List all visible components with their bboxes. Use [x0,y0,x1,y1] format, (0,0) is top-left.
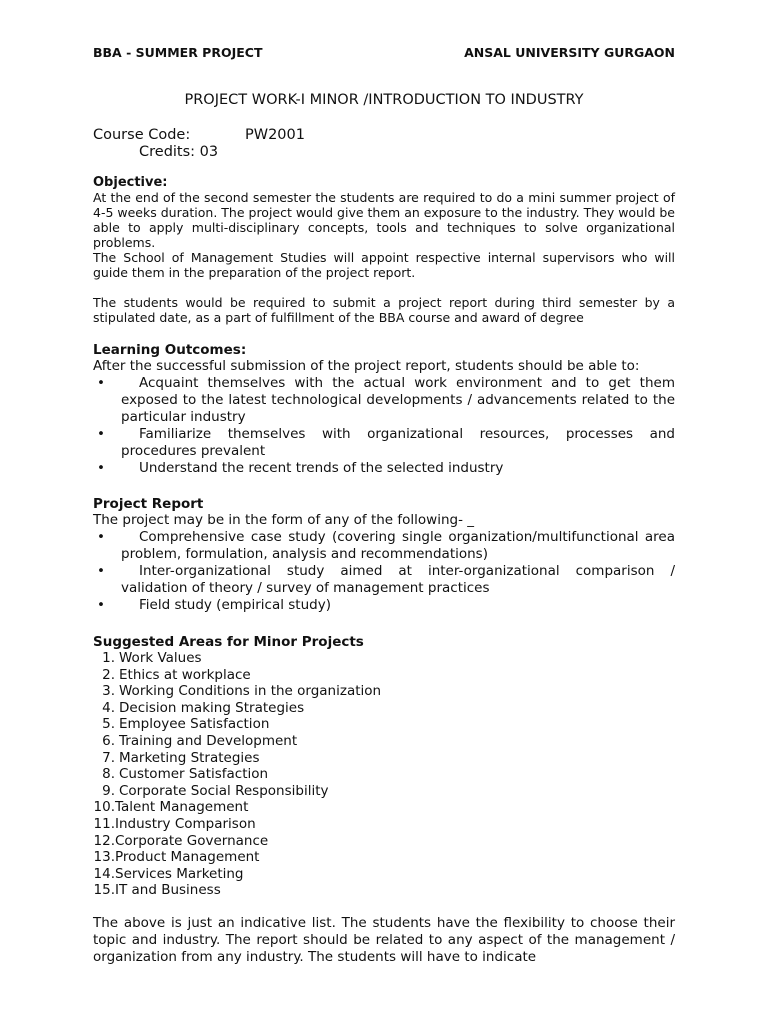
list-item: 3. Working Conditions in the organization [102,683,382,700]
closing-section [93,915,675,966]
learning-outcomes-section [93,342,675,477]
bullet: • [97,375,105,391]
suggested-areas-section [93,634,675,899]
bullet: • [97,460,105,476]
header-left: BBA - SUMMER PROJECT [93,45,263,60]
list-item: • Field study (empirical study) [97,597,331,613]
bullet: • [97,529,105,545]
objective-paragraph-3: The students would be required to submit a project report during third semester by a stipulated date, as a part of fulfillment of the BBA course and award of degree [93,295,675,325]
project-report-intro: The project may be in the form of any of the following- _ [93,512,474,528]
closing-paragraph: The above is just an indicative list. The students have the flexibility to choose their topic and industry. The report should be related to any aspect of the management / organization from any industry. The students will have to indicate [93,915,675,965]
bullet: • [97,426,105,442]
list-item: 5. Employee Satisfaction [102,716,270,733]
list-item: 6. Training and Development [102,732,298,749]
bullet: • [97,597,105,613]
course-code-line [93,127,305,143]
list-item: 4. Decision making Strategies [102,699,305,716]
list-item: 11.Industry Comparison [93,815,256,832]
project-report-heading: Project Report [93,496,204,512]
list-item: • Inter-organizational study aimed at inter-organizational comparison / validation of theory / survey of management practices [97,563,675,596]
course-code-label: Course Code: [93,127,191,143]
list-item: 1. Work Values [102,650,202,666]
list-item: 9. Corporate Social Responsibility [102,782,329,799]
running-header [93,45,675,63]
learning-outcomes-intro: After the successful submission of the project report, students should be able to: [93,358,640,374]
list-item: 15.IT and Business [93,882,221,899]
header-right: ANSAL UNIVERSITY GURGAON [464,45,675,60]
list-item: 12.Corporate Governance [93,832,269,849]
learning-outcomes-heading: Learning Outcomes: [93,342,247,358]
list-item: • Familiarize themselves with organizational resources, processes and procedures prevalent [97,426,675,459]
list-item: • Comprehensive case study (covering single organization/multifunctional area problem, formulation, analysis and recommendations) [97,529,675,562]
objective-paragraph-1: At the end of the second semester the students are required to do a mini summer project of 4-5 weeks duration. The project would give them an exposure to the industry. They would be able to apply multi-disciplinary concepts, tools and techniques to solve organizational problems. [93,190,675,250]
objective-section [93,175,675,325]
credits-line: Credits: 03 [139,144,219,160]
objective-paragraph-2: The School of Management Studies will appoint respective internal supervisors who will guide them in the preparation of the project report. [93,250,675,280]
suggested-areas-list [93,650,675,899]
objective-heading: Objective: [93,175,168,190]
list-item: 10.Talent Management [93,799,249,816]
course-code-value: PW2001 [245,127,305,143]
list-item: 14.Services Marketing [93,865,244,882]
page-title: PROJECT WORK-I MINOR /INTRODUCTION TO INDUSTRY [184,92,584,108]
project-report-section [93,496,675,614]
list-item: 8. Customer Satisfaction [102,766,269,783]
list-item: 13.Product Management [93,849,260,866]
list-item: • Understand the recent trends of the selected industry [97,460,504,476]
list-item: 7. Marketing Strategies [102,749,260,766]
list-item: • Acquaint themselves with the actual work environment and to get them exposed to the latest technological developments / advancements related to the particular industry [97,375,675,425]
list-item: 2. Ethics at workplace [102,666,251,683]
suggested-areas-heading: Suggested Areas for Minor Projects [93,634,364,650]
bullet: • [97,563,105,579]
